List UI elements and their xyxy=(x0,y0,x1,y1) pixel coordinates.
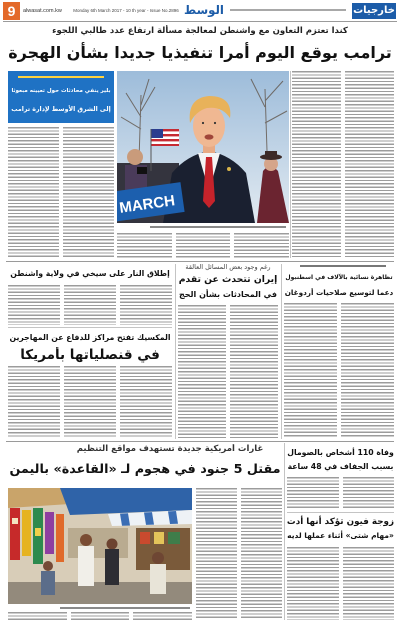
page-number: 9 xyxy=(3,2,20,20)
text-column xyxy=(120,366,172,438)
article-body-text xyxy=(117,233,289,258)
column-divider xyxy=(281,264,282,439)
text-column xyxy=(287,477,339,509)
text-column xyxy=(8,127,59,258)
turkey-headline-line-1: تظاهرة نسائية بالآلاف في اسطنبول xyxy=(285,274,393,281)
text-column xyxy=(284,303,337,438)
dateline-english: Monday 6th March 2017 - 10 th year - Issue No.2896 xyxy=(73,8,179,13)
sidebar-box-headline-line-2: إلى الشرق الأوسط لإدارة ترامب xyxy=(11,106,111,113)
fillon-headline-line-2: «مهام شتى» أثناء عملها لديه xyxy=(287,531,394,540)
photo-caption xyxy=(60,607,190,609)
section-rule xyxy=(6,441,394,442)
fillon-headline-line-1: زوجة فيون تؤكد أنها أدت xyxy=(287,517,394,527)
text-column xyxy=(196,488,237,620)
yemen-story-kicker: غارات أمريكية جديدة تستهدف مواقع التنظيم xyxy=(76,444,264,454)
text-column xyxy=(71,612,130,620)
text-column xyxy=(345,71,394,258)
somalia-headline-line-1: وفاة 110 أشخاص بالصومال xyxy=(287,448,394,457)
text-column xyxy=(8,366,60,438)
iran-story-kicker: رغم وجود بعض المسائل العالقة xyxy=(185,263,271,271)
dateline-arabic-text xyxy=(230,9,346,11)
article-body-text xyxy=(196,488,282,620)
text-column xyxy=(133,612,192,620)
article-body-text xyxy=(287,477,394,509)
text-column xyxy=(8,285,60,325)
article-body-text xyxy=(284,303,394,438)
top-story-headline: ترامب يوقع اليوم أمرا تنفيذيا جديدا بشأن الهجرة xyxy=(8,43,392,62)
column-divider xyxy=(290,71,291,258)
text-column xyxy=(176,233,231,258)
article-body-text xyxy=(292,71,394,258)
article-body-text xyxy=(287,547,394,620)
photo-caption xyxy=(150,226,286,228)
text-column xyxy=(241,488,282,620)
newspaper-logo: الوسط xyxy=(184,3,224,17)
text-column xyxy=(234,233,289,258)
iran-headline-line-2: في المحادثات بشأن الحج xyxy=(179,290,277,299)
text-column xyxy=(8,612,67,620)
text-column xyxy=(230,305,278,438)
text-column xyxy=(178,305,226,438)
text-column xyxy=(287,547,339,620)
top-story-kicker: كندا تعتزم التعاون مع واشنطن لمعالجة مسألة ارتفاع عدد طالبي اللجوء xyxy=(52,26,348,36)
text-column xyxy=(292,71,341,258)
mexico-headline-line-2: في قنصلياتها بأمريكا xyxy=(20,347,160,363)
text-column xyxy=(117,233,172,258)
text-column xyxy=(64,366,116,438)
yemen-story-photo xyxy=(8,488,192,604)
text-column xyxy=(63,127,114,258)
sidebar-box xyxy=(8,71,114,123)
text-column xyxy=(343,547,395,620)
march-sign-text: MARCH xyxy=(118,192,177,217)
article-body-text xyxy=(178,305,278,438)
website-address: alwasat.com.kw xyxy=(23,8,62,14)
sidebar-box-headline-line-1: بلير ينفي محادثات حول تعيينه مبعوثا xyxy=(11,88,111,94)
sidebar-box-kicker xyxy=(18,76,104,78)
somalia-headline-line-2: بسبب الجفاف في 48 ساعة xyxy=(287,462,394,471)
column-divider xyxy=(175,264,176,439)
turkey-headline-line-2: دعما لتوسيع صلاحيات أردوغان xyxy=(284,288,394,297)
text-column xyxy=(341,303,394,438)
yemen-story-headline: مقتل 5 جنود في هجوم لـ «القاعدة» باليمن xyxy=(9,462,281,477)
story-rule xyxy=(287,512,394,513)
column-divider xyxy=(284,443,285,620)
text-column xyxy=(120,285,172,325)
turkey-story-kicker xyxy=(300,265,386,267)
article-body-text xyxy=(8,285,172,325)
masthead-rule xyxy=(3,21,397,22)
iran-headline-line-1: إيران تتحدث عن تقدم xyxy=(178,274,278,285)
top-story-photo xyxy=(117,71,289,223)
article-body-text xyxy=(8,612,192,620)
article-body-text xyxy=(8,366,172,438)
mexico-headline-line-1: المكسيك تفتح مراكز للدفاع عن المهاجرين xyxy=(9,333,171,342)
sikh-story-headline: إطلاق النار على سيخي في ولاية واشنطن xyxy=(10,269,170,278)
text-column xyxy=(343,477,395,509)
article-body-text xyxy=(8,127,114,258)
story-rule xyxy=(8,327,172,328)
section-label: خارجيات xyxy=(352,3,396,19)
section-rule xyxy=(6,261,394,262)
text-column xyxy=(64,285,116,325)
